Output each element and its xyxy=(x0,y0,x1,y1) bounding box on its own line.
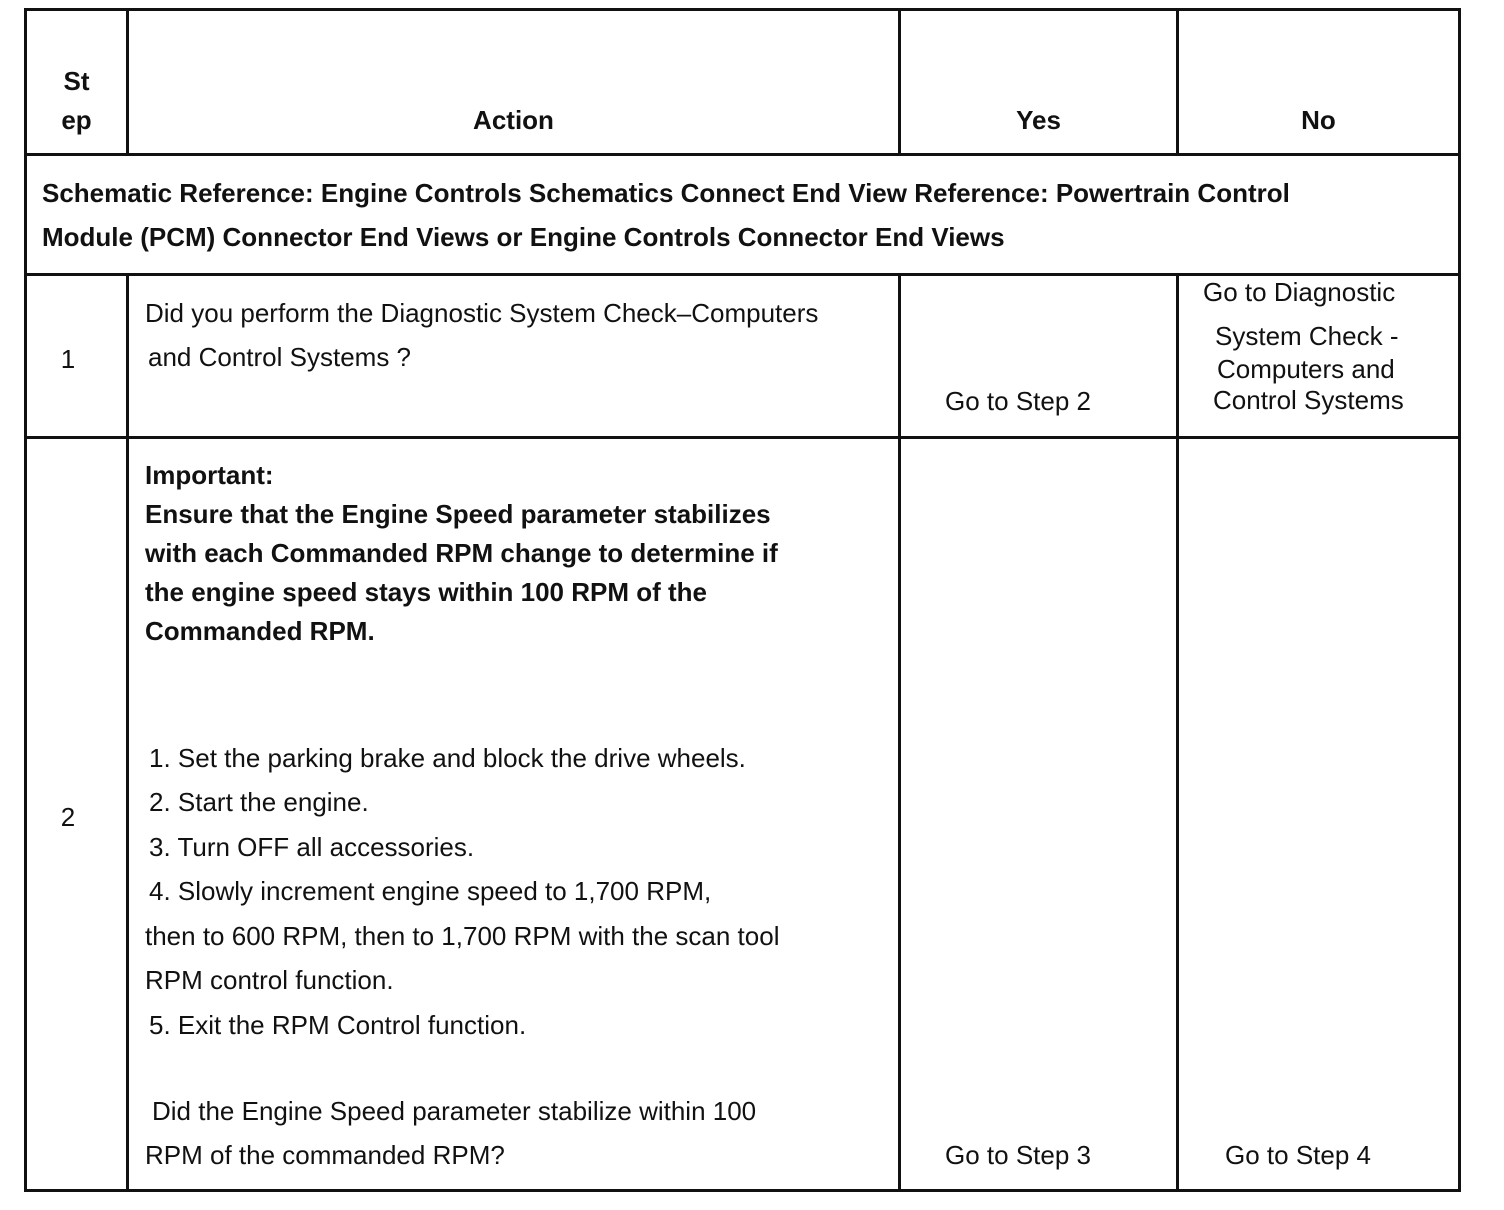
row1-step-number: 1 xyxy=(60,344,76,374)
row1-no-line4[interactable]: Control Systems xyxy=(1213,385,1404,415)
procedure-step-2: 2. Start the engine. xyxy=(149,787,369,817)
header-step-line1: St xyxy=(63,66,90,96)
reference-divider xyxy=(24,273,1461,276)
row1-action-line2: and Control Systems ? xyxy=(148,342,412,372)
procedure-step-3: 3. Turn OFF all accessories. xyxy=(149,832,475,862)
header-step-line2: ep xyxy=(61,105,92,135)
row2-step-number: 2 xyxy=(60,802,76,832)
procedure-step-5: 5. Exit the RPM Control function. xyxy=(149,1010,527,1040)
important-line4: Commanded RPM. xyxy=(145,616,375,646)
row1-action-line1: Did you perform the Diagnostic System Check–Computers xyxy=(145,298,819,328)
procedure-step-4: 4. Slowly increment engine speed to 1,700 RPM, xyxy=(149,876,712,906)
header-yes: Yes xyxy=(1016,105,1061,135)
header-divider xyxy=(24,153,1461,156)
schematic-reference-line2: Module (PCM) Connector End Views or Engine Controls Connector End Views xyxy=(42,222,1005,252)
row2-question-line1: Did the Engine Speed parameter stabilize within 100 xyxy=(152,1096,757,1126)
row1-no-line1[interactable]: Go to Diagnostic xyxy=(1203,277,1396,307)
col-divider-yes-body xyxy=(1176,273,1179,1192)
procedure-step-4-cont2: RPM control function. xyxy=(145,965,394,995)
row1-yes-link[interactable]: Go to Step 2 xyxy=(945,386,1091,416)
header-no: No xyxy=(1301,105,1336,135)
procedure-step-1: 1. Set the parking brake and block the drive wheels. xyxy=(149,743,746,773)
row1-divider xyxy=(24,436,1461,439)
row1-no-line3[interactable]: Computers and xyxy=(1217,354,1395,384)
row2-no-link[interactable]: Go to Step 4 xyxy=(1225,1140,1371,1170)
important-line2: with each Commanded RPM change to determine if xyxy=(145,538,778,568)
important-line3: the engine speed stays within 100 RPM of the xyxy=(145,577,708,607)
col-divider-step-body xyxy=(126,273,129,1192)
important-line1: Ensure that the Engine Speed parameter stabilizes xyxy=(145,499,771,529)
schematic-reference-line1: Schematic Reference: Engine Controls Schematics Connect End View Reference: Powertrain Control xyxy=(42,178,1290,208)
row2-yes-link[interactable]: Go to Step 3 xyxy=(945,1140,1091,1170)
procedure-step-4-cont1: then to 600 RPM, then to 1,700 RPM with the scan tool xyxy=(145,921,780,951)
important-title: Important: xyxy=(145,460,274,490)
row1-no-line2[interactable]: System Check - xyxy=(1215,321,1399,351)
col-divider-action-body xyxy=(898,273,901,1192)
row2-question-line2: RPM of the commanded RPM? xyxy=(145,1140,505,1170)
header-action: Action xyxy=(473,105,554,135)
